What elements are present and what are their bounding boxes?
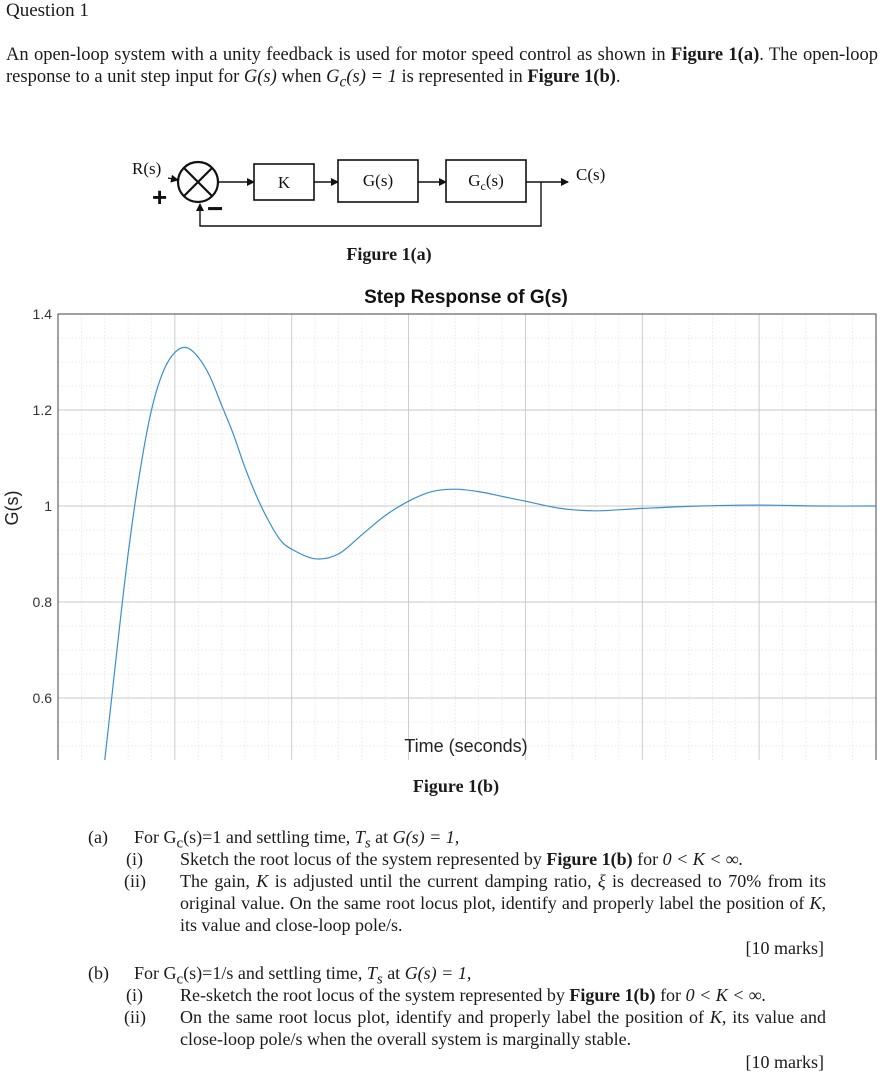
intro-text-3: when <box>276 67 327 87</box>
part-b-ii-label: (ii) <box>124 1007 146 1027</box>
chart-grid <box>58 314 876 760</box>
plus-sign: + <box>152 182 168 212</box>
part-b-lead: For $G_c(s)=1/s$ and settling time, $T_s$ at G(s) = 1, <box>134 963 472 988</box>
part-b-i-label: (i) <box>126 985 143 1005</box>
figure-1a-caption: Figure 1(a) <box>346 244 432 264</box>
input-label: R(s) <box>132 159 162 178</box>
intro-text-4: is represented in <box>396 67 528 87</box>
intro-eq: = 1 <box>365 67 397 87</box>
block-g-label: G(s) <box>362 171 394 190</box>
part-a-marks: [10 marks] <box>745 938 824 958</box>
intro-gs: G(s) <box>243 67 277 87</box>
intro-paragraph <box>6 44 878 94</box>
chart-title: Step Response of G(s) <box>364 287 568 308</box>
y-tick-label: 0.6 <box>32 690 52 706</box>
y-tick-label: 0.8 <box>32 594 52 610</box>
block-gc-label: $G_c(s)$ <box>468 171 504 193</box>
part-a-ii-text: The gain, K is adjusted until the current damping ratio, ξ is decreased to 70% from its original value. On the same root locus plot, identify and properly label the position of K, its value and close-loop pole/s. <box>180 871 826 935</box>
part-a-i-label: (i) <box>126 849 143 869</box>
part-b-marks: [10 marks] <box>745 1052 824 1072</box>
step-response-chart <box>0 280 884 760</box>
x-axis-label: Time (seconds) <box>404 736 528 756</box>
part-a-ii-label: (ii) <box>124 871 146 891</box>
block-diagram <box>0 140 884 250</box>
y-tick-label: 1.2 <box>32 402 52 418</box>
intro-gc: $G_c(s)$ <box>326 67 366 91</box>
part-a-label: (a) <box>88 827 108 847</box>
intro-text-5: . <box>615 67 621 87</box>
output-label: C(s) <box>576 165 606 184</box>
minus-sign: − <box>207 193 224 224</box>
plot-frame <box>58 314 876 760</box>
chart-ticks <box>33 306 881 760</box>
part-a-lead: For $G_c(s)=1$ and settling time, $T_s$ at G(s) = 1, <box>134 827 460 852</box>
y-tick-label: 1.4 <box>32 306 52 322</box>
figure-1b-caption: Figure 1(b) <box>412 776 500 796</box>
part-a-i-text: Sketch the root locus of the system represented by Figure 1(b) for 0 < K < ∞. <box>180 849 744 869</box>
input-arrow <box>168 178 178 180</box>
intro-text-1: An open-loop system with a unity feedback is used for motor speed control as shown in <box>6 45 672 65</box>
y-axis-label: G(s) <box>2 490 22 526</box>
intro-text-2: . The open-loop response to a unit step input for <box>6 45 878 87</box>
block-k-label: K <box>277 173 291 192</box>
part-b-label: (b) <box>88 963 109 983</box>
y-tick-label: 1 <box>44 498 52 514</box>
question-title: Question 1 <box>6 0 89 21</box>
part-b-ii-text: On the same root locus plot, identify and properly label the position of K, its value and close-loop pole/s when the overall system is marginally stable. <box>180 1007 826 1049</box>
part-b-i-text: Re-sketch the root locus of the system represented by Figure 1(b) for 0 < K < ∞. <box>180 985 767 1005</box>
intro-fig-ref-b: Figure 1(b) <box>527 67 616 87</box>
intro-fig-ref-a: Figure 1(a) <box>671 45 760 65</box>
